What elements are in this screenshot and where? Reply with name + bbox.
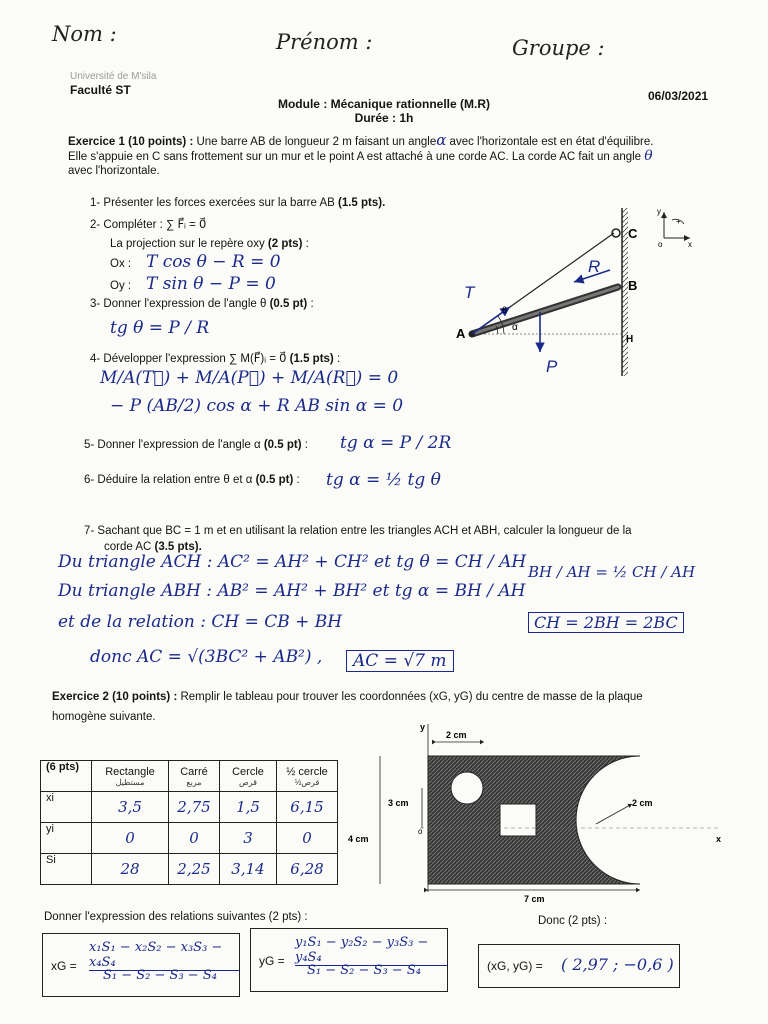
table-cell: 3,5 [92, 792, 169, 823]
table-cell: 6,28 [277, 854, 338, 885]
nom-label: Nom : [52, 22, 117, 46]
xg-label: xG = [51, 959, 77, 973]
label-alpha: α [512, 322, 518, 333]
table-row-label: xi [41, 792, 92, 823]
oy-label: Oy : [110, 280, 132, 292]
xg-answer-box [42, 933, 240, 997]
question-5: 5- Donner l'expression de l'angle α (0.5 pt) : [84, 439, 308, 451]
q7-answer-line3: et de la relation : CH = CB + BH [58, 612, 343, 632]
plate-x-label: x [716, 834, 722, 844]
q7-boxed-relation: CH = 2BH = 2BC [528, 612, 684, 633]
label-c: C [628, 226, 638, 241]
axis-y-label: y [657, 207, 661, 216]
alpha-handwritten: α [436, 131, 447, 149]
yg-denominator: S₁ − S₂ − S₃ − S₄ [307, 963, 421, 978]
label-r: R [588, 257, 601, 276]
q7-answer-line1: Du triangle ACH : AC² = AH² + CH² et tg θ = CH / AH [58, 552, 527, 572]
label-p: P [546, 357, 558, 376]
dim-radius-line [596, 804, 632, 824]
ex1-intro-line3: avec l'horizontale. [68, 165, 160, 177]
table-cell: 0 [92, 823, 169, 854]
origin-label: o [658, 240, 663, 249]
question-4-answer-line1: M/A(T⃗) + M/A(P⃗) + M/A(R⃗) = 0 [100, 368, 399, 388]
table-row [41, 823, 338, 854]
result-label: (xG, yG) = [487, 959, 543, 973]
question-4-answer-line2: − P (AB/2) cos α + R AB sin α = 0 [110, 396, 404, 416]
yg-answer-box [250, 928, 448, 992]
oy-answer: T sin θ − P = 0 [146, 274, 276, 294]
square-hole [500, 804, 536, 836]
question-2: 2- Compléter : ∑ F⃗ᵢ = 0⃗ [90, 219, 207, 231]
question-6-answer: tg α = ½ tg θ [326, 470, 441, 490]
dim-3cm-label: 3 cm [388, 798, 409, 808]
question-7: 7- Sachant que BC = 1 m et en utilisant la relation entre les triangles ACH et ABH, calculer la longueur de la [84, 525, 632, 537]
label-a: A [456, 326, 466, 341]
ex2-title: Exercice 2 (10 points) : [52, 691, 178, 703]
plate-y-label: y [420, 722, 426, 732]
yg-numerator: y₁S₁ − y₂S₂ − y₃S₃ − y₄S₄ [295, 935, 447, 966]
rotation-plus-label: + [676, 217, 681, 226]
table-cell: 6,15 [277, 792, 338, 823]
ex1-title: Exercice 1 (10 points) : [68, 136, 194, 148]
dim-top-label: 2 cm [446, 730, 467, 740]
prenom-label: Prénom : [276, 30, 373, 54]
dim-4cm-label: 4 cm [348, 834, 369, 844]
faculty-name: Faculté ST [70, 83, 131, 97]
table-header-cell: Carré مربع [169, 761, 220, 792]
relations-prompt: Donner l'expression des relations suivantes (2 pts) : [44, 911, 308, 923]
label-t: T [464, 283, 475, 302]
label-h: H [626, 334, 634, 345]
table-header-cell: Rectangle مستطيل [92, 761, 169, 792]
ex1-intro-line2: Elle s'appuie en C sans frottement sur un mur et le point A est attaché à une corde AC. La corde AC fait un angle θ [68, 148, 653, 164]
question-6: 6- Déduire la relation entre θ et α (0.5 pt) : [84, 474, 300, 486]
table-cell: 2,25 [169, 854, 220, 885]
q7-answer-line2: Du triangle ABH : AB² = AH² + BH² et tg α = BH / AH [58, 581, 526, 601]
ex2-intro-line2: homogène suivante. [52, 711, 156, 723]
table-row-label: Si [41, 854, 92, 885]
table-header-row [41, 761, 338, 792]
ex1-intro-line1: Exercice 1 (10 points) : Une barre AB de longueur 2 m faisant un angleα avec l'horizontale est en état d'équilibre. [68, 131, 654, 149]
question-4: 4- Développer l'expression ∑ M(F⃗)ᵢ = 0⃗ (1.5 pts) : [90, 353, 341, 365]
university-name: Université de M'sila [70, 71, 157, 82]
question-1: 1- Présenter les forces exercées sur la barre AB (1.5 pts). [90, 197, 386, 209]
table-row [41, 854, 338, 885]
table-cell: 3 [220, 823, 277, 854]
axis-x-label: x [688, 240, 692, 249]
table-cell: 2,75 [169, 792, 220, 823]
ex2-intro-line1: Exercice 2 (10 points) : Remplir le tableau pour trouver les coordonnées (xG, yG) du centre de masse de la plaque [52, 691, 643, 703]
exam-duration: Durée : 1h [354, 111, 414, 125]
q7-boxed-result: AC = √7 m [346, 650, 454, 672]
table-header-cell: Cercle قرص [220, 761, 277, 792]
bar-ab-highlight [472, 287, 618, 334]
figure-plate [340, 712, 740, 907]
table-cell: 3,14 [220, 854, 277, 885]
question-5-answer: tg α = P / 2R [340, 433, 452, 453]
q7-side-relation: BH / AH = ½ CH / AH [528, 563, 696, 581]
table-cell: 0 [169, 823, 220, 854]
label-b: B [628, 278, 638, 293]
yg-label: yG = [259, 954, 285, 968]
result-box [478, 944, 680, 988]
question-3-answer: tg θ = P / R [110, 318, 210, 338]
exam-date: 06/03/2021 [648, 89, 709, 103]
question-7-cont: corde AC (3.5 pts). [104, 541, 202, 553]
question-3: 3- Donner l'expression de l'angle θ (0.5 pt) : [90, 298, 314, 310]
result-value: ( 2,97 ; −0,6 ) [561, 955, 674, 974]
circular-hole [451, 772, 483, 804]
table-row [41, 792, 338, 823]
q7-answer-line4: donc AC = √(3BC² + AB²) , [90, 647, 323, 667]
table-row-label: yi [41, 823, 92, 854]
donc-prompt: Donc (2 pts) : [538, 915, 608, 927]
xg-numerator: x₁S₁ − x₂S₂ − x₃S₃ − x₄S₄ [89, 940, 239, 971]
groupe-label: Groupe : [512, 36, 605, 60]
table-header-cell: ½ cercle ½قرص [277, 761, 338, 792]
question-2-projection: La projection sur le repère oxy (2 pts) : [110, 238, 309, 250]
figure-bar-ab [450, 200, 720, 380]
ox-label: Ox : [110, 258, 132, 270]
label-theta: θ [502, 305, 508, 315]
dim-7cm-label: 7 cm [524, 894, 545, 904]
table-cell: 1,5 [220, 792, 277, 823]
theta-handwritten: θ [644, 148, 653, 164]
module-title: Module : Mécanique rationnelle (M.R) [277, 97, 490, 111]
table-cell: 28 [92, 854, 169, 885]
xg-denominator: S₁ − S₂ − S₃ − S₄ [103, 968, 217, 983]
table-cell: 0 [277, 823, 338, 854]
table-corner-cell: (6 pts) [41, 761, 92, 792]
center-of-mass-table [40, 760, 338, 885]
plate-origin-label: o [418, 827, 423, 836]
ox-answer: T cos θ − R = 0 [146, 252, 281, 272]
dim-radius-label: 2 cm [632, 798, 653, 808]
